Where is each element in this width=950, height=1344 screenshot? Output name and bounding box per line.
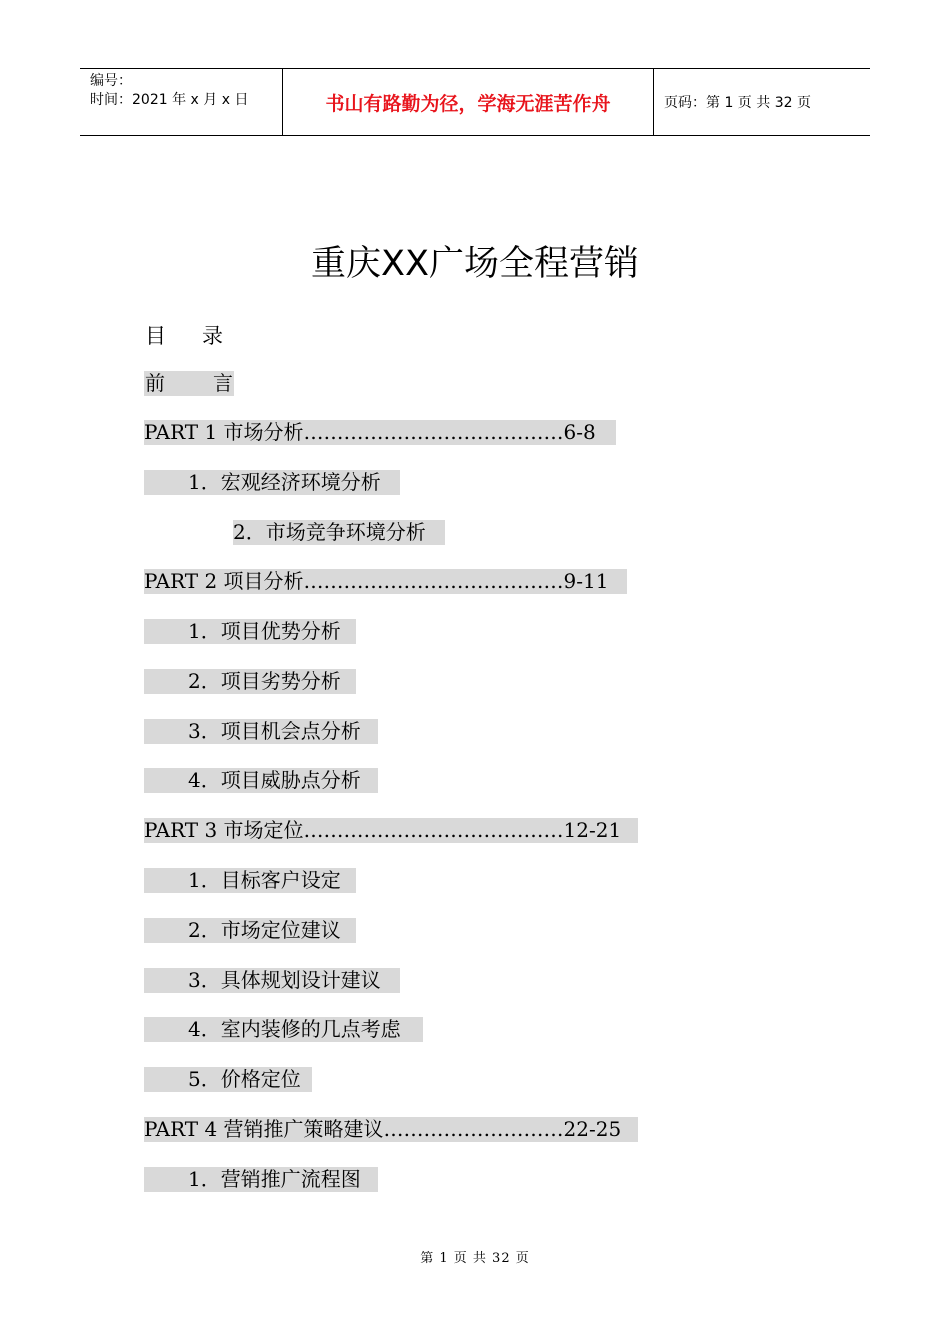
page-header bbox=[80, 68, 870, 136]
toc-preface-char-2: 言 bbox=[213, 371, 233, 395]
document-title: 重庆XX广场全程营销 bbox=[311, 244, 639, 284]
toc-item: 1．宏观经济环境分析 bbox=[144, 470, 400, 495]
toc-item: 1．项目优势分析 bbox=[144, 619, 356, 644]
time-label: 时间：2021 年 x 月 x 日 bbox=[90, 92, 249, 108]
toc-item: 1．目标客户设定 bbox=[144, 868, 356, 893]
toc-part-4: PART 4 营销推广策略建议………………………22-25 bbox=[144, 1117, 638, 1142]
toc-part-2: PART 2 项目分析…………………………………9-11 bbox=[144, 569, 627, 594]
number-label: 编号： bbox=[90, 73, 132, 89]
toc-item: 4．项目威胁点分析 bbox=[144, 768, 378, 793]
toc-preface bbox=[144, 371, 234, 396]
toc-item: 3．项目机会点分析 bbox=[144, 719, 378, 744]
toc-heading-char-2: 录 bbox=[202, 324, 223, 348]
header-meta bbox=[80, 69, 282, 135]
toc-item: 2．市场定位建议 bbox=[144, 918, 356, 943]
toc-item: 2．市场竞争环境分析 bbox=[233, 520, 445, 545]
toc-heading bbox=[145, 320, 259, 350]
toc-item: 2．项目劣势分析 bbox=[144, 669, 356, 694]
header-motto: 书山有路勤为径，学海无涯苦作舟 bbox=[282, 69, 654, 135]
toc-item: 5．价格定位 bbox=[144, 1067, 312, 1092]
toc-preface-char-1: 前 bbox=[145, 371, 165, 395]
header-page-info: 页码：第 1 页 共 32 页 bbox=[664, 95, 811, 111]
toc-item: 1．营销推广流程图 bbox=[144, 1167, 378, 1192]
toc-heading-char-1: 目 bbox=[145, 324, 166, 348]
toc-part-3: PART 3 市场定位…………………………………12-21 bbox=[144, 818, 638, 843]
toc-item: 3．具体规划设计建议 bbox=[144, 968, 400, 993]
toc-item: 4．室内装修的几点考虑 bbox=[144, 1017, 423, 1042]
page-footer: 第 1 页 共 32 页 bbox=[420, 1251, 530, 1266]
toc-part-1: PART 1 市场分析…………………………………6-8 bbox=[144, 420, 616, 445]
